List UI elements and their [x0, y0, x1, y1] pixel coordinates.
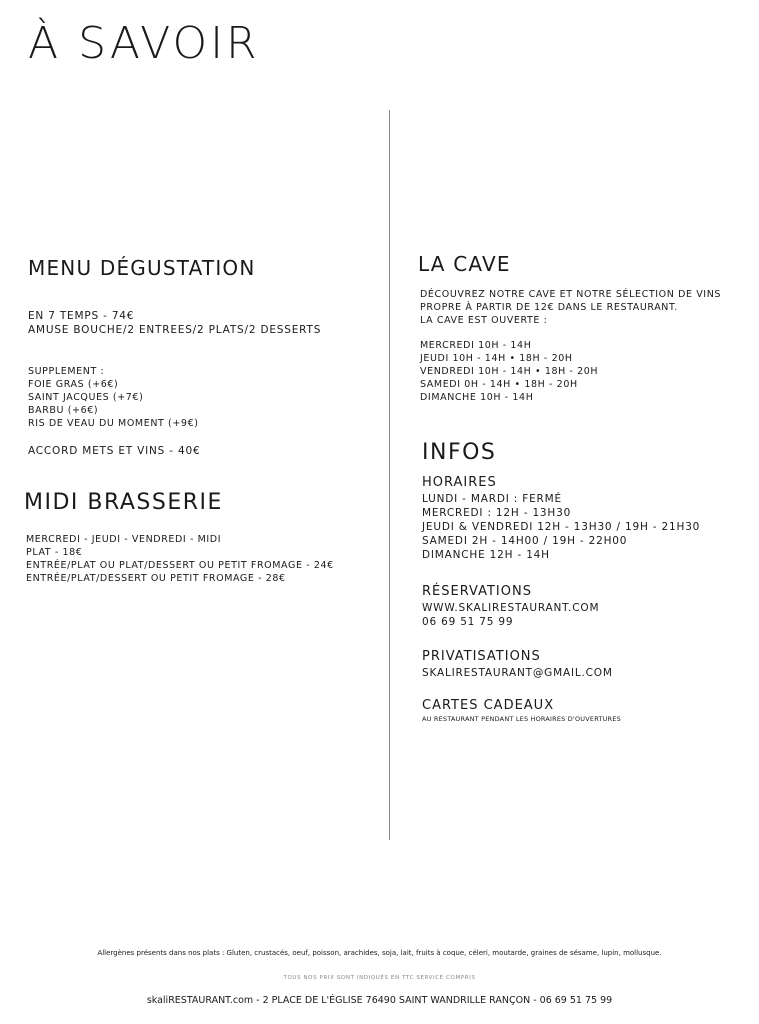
- la-cave-intro-line: PROPRE À PARTIR DE 12€ DANS LE RESTAURANT.: [420, 302, 678, 313]
- privatisations-title: PRIVATISATIONS: [422, 649, 541, 664]
- horaires-line: MERCREDI : 12H - 13H30: [422, 507, 572, 519]
- page-title: À SAVOIR: [28, 18, 260, 69]
- la-cave-hours-line: VENDREDI 10H - 14H • 18H - 20H: [420, 366, 599, 377]
- menu-degustation-line: EN 7 TEMPS - 74€: [28, 310, 135, 322]
- horaires-title: HORAIRES: [422, 475, 497, 490]
- allergens-note: Allergènes présents dans nos plats : Gluten, crustacés, oeuf, poisson, arachides, soja, lait, fruits à coque, céleri, moutarde, graines de sésame, lupin, mollusque.: [97, 949, 662, 957]
- column-divider: [389, 110, 390, 840]
- midi-brasserie-line: MERCREDI - JEUDI - VENDREDI - MIDI: [26, 534, 222, 545]
- la-cave-hours-line: JEUDI 10H - 14H • 18H - 20H: [420, 353, 573, 364]
- menu-degustation-details: [28, 309, 321, 337]
- reservations-details: [422, 601, 599, 629]
- supplement-line: RIS DE VEAU DU MOMENT (+9€): [28, 418, 199, 429]
- la-cave-intro: [420, 288, 721, 327]
- supplement-line: SAINT JACQUES (+7€): [28, 392, 144, 403]
- midi-brasserie-details: [26, 533, 334, 585]
- cartes-cadeaux-title: CARTES CADEAUX: [422, 698, 555, 713]
- footer-address: skaliRESTAURANT.com - 2 PLACE DE L'ÉGLISE 76490 SAINT WANDRILLE RANÇON - 06 69 51 75 99: [146, 995, 613, 1006]
- reservations-website-link[interactable]: WWW.SKALIRESTAURANT.COM: [422, 602, 600, 614]
- supplement-list: [28, 365, 199, 430]
- midi-brasserie-line: PLAT - 18€: [26, 547, 83, 558]
- supplement-line: BARBU (+6€): [28, 405, 99, 416]
- la-cave-hours: [420, 339, 598, 404]
- infos-heading: INFOS: [422, 440, 497, 465]
- midi-brasserie-line: ENTRÉE/PLAT/DESSERT OU PETIT FROMAGE - 28€: [26, 573, 286, 584]
- horaires-list: [422, 492, 700, 562]
- la-cave-heading: LA CAVE: [418, 252, 511, 276]
- horaires-line: DIMANCHE 12H - 14H: [422, 549, 550, 561]
- reservations-phone[interactable]: 06 69 51 75 99: [422, 616, 514, 628]
- menu-degustation-line: AMUSE BOUCHE/2 ENTREES/2 PLATS/2 DESSERTS: [28, 324, 322, 336]
- horaires-line: LUNDI - MARDI : FERMÉ: [422, 493, 562, 505]
- la-cave-intro-line: DÉCOUVREZ NOTRE CAVE ET NOTRE SÉLECTION DE VINS: [420, 289, 722, 300]
- la-cave-hours-line: DIMANCHE 10H - 14H: [420, 392, 534, 403]
- cartes-cadeaux-note: AU RESTAURANT PENDANT LES HORAIRES D'OUVERTURES: [422, 715, 621, 723]
- la-cave-hours-line: MERCREDI 10H - 14H: [420, 340, 532, 351]
- la-cave-hours-line: SAMEDI 0H - 14H • 18H - 20H: [420, 379, 578, 390]
- supplement-line: SUPPLEMENT :: [28, 366, 105, 377]
- midi-brasserie-line: ENTRÉE/PLAT OU PLAT/DESSERT OU PETIT FROMAGE - 24€: [26, 560, 334, 571]
- supplement-line: FOIE GRAS (+6€): [28, 379, 119, 390]
- midi-brasserie-heading: MIDI BRASSERIE: [24, 490, 223, 515]
- menu-degustation-heading: MENU DÉGUSTATION: [28, 256, 256, 280]
- horaires-line: JEUDI & VENDREDI 12H - 13H30 / 19H - 21H30: [422, 521, 701, 533]
- reservations-title: RÉSERVATIONS: [422, 584, 532, 599]
- la-cave-intro-line: LA CAVE EST OUVERTE :: [420, 315, 548, 326]
- privatisations-email-link[interactable]: SKALIRESTAURANT@GMAIL.COM: [422, 667, 613, 679]
- accord-mets-vins: ACCORD METS ET VINS - 40€: [28, 445, 201, 457]
- prices-note: TOUS NOS PRIX SONT INDIQUÉS EN TTC SERVICE COMPRIS: [283, 975, 476, 981]
- horaires-line: SAMEDI 2H - 14H00 / 19H - 22H00: [422, 535, 628, 547]
